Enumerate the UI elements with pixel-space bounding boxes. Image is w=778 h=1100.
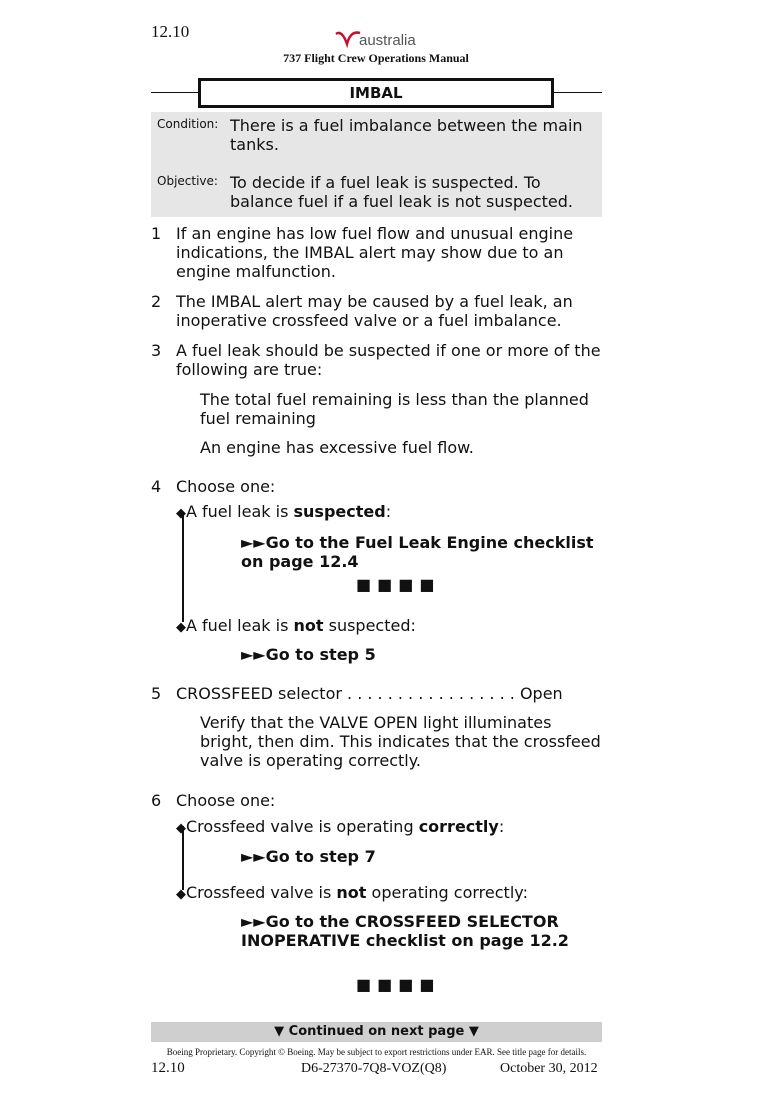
step-6-option-2-goto: ►►Go to the CROSSFEED SELECTOR INOPERATIVE checklist on page 12.2 — [241, 912, 569, 950]
step-text: A fuel leak should be suspected if one or more of the following are true: — [176, 341, 601, 379]
end-marker: ■■■■ — [356, 975, 441, 994]
step-6-option-1-goto: ►►Go to step 7 — [241, 847, 376, 866]
step-number: 2 — [151, 292, 162, 311]
step-text: Choose one: — [176, 477, 276, 496]
option-emphasis: not — [336, 883, 367, 902]
option-suffix: operating correctly: — [366, 883, 528, 902]
revision-date: October 30, 2012 — [500, 1061, 598, 1076]
step-6-option-1 — [176, 817, 504, 838]
step-action-line — [176, 684, 601, 703]
virgin-australia-logo — [333, 28, 423, 52]
objective-text: To decide if a fuel leak is suspected. To balance fuel if a fuel leak is not suspected. — [230, 173, 573, 211]
diamond-icon: ◆ — [176, 887, 186, 902]
leader-dots: . . . . . . . . . . . . . . . . . — [341, 684, 520, 703]
option-suffix: : — [498, 817, 505, 836]
checklist-title: IMBAL — [198, 78, 554, 108]
option-text: A fuel leak is — [186, 502, 294, 521]
choice-bracket-line — [182, 512, 184, 622]
page-number-top: 12.10 — [151, 22, 190, 41]
proprietary-notice: Boeing Proprietary. Copyright © Boeing. May be subject to export restrictions under EAR. See title page for details. — [166, 1047, 587, 1057]
option-text: Crossfeed valve is operating — [186, 817, 419, 836]
condition-text: There is a fuel imbalance between the main tanks. — [230, 116, 583, 154]
option-emphasis: correctly — [418, 817, 499, 836]
step-number: 4 — [151, 477, 162, 496]
step-6-option-2 — [176, 883, 528, 904]
objective-label: Objective: — [157, 174, 218, 188]
step-number: 5 — [151, 684, 162, 703]
step-text: Choose one: — [176, 791, 276, 810]
option-text: A fuel leak is — [186, 616, 294, 635]
step-number: 3 — [151, 341, 162, 360]
logo-text: australia — [359, 32, 416, 49]
option-suffix: : — [385, 502, 392, 521]
step-number: 6 — [151, 791, 162, 810]
condition-label: Condition: — [157, 117, 219, 131]
step-action: Open — [519, 684, 563, 703]
page-number-bottom: 12.10 — [151, 1060, 185, 1076]
step-4-option-1-goto: ►►Go to the Fuel Leak Engine checklist on page 12.4 — [241, 533, 594, 571]
continued-banner: ▼ Continued on next page ▼ — [151, 1022, 602, 1042]
step-4-option-2 — [176, 616, 416, 637]
option-suffix: suspected: — [323, 616, 416, 635]
step-text: The IMBAL alert may be caused by a fuel leak, an inoperative crossfeed valve or a fuel imbalance. — [176, 292, 573, 330]
diamond-icon: ◆ — [176, 506, 186, 521]
step-4-option-1 — [176, 502, 391, 523]
manual-title: 737 Flight Crew Operations Manual — [283, 51, 469, 65]
step-4-option-2-goto: ►►Go to step 5 — [241, 645, 376, 664]
option-emphasis: not — [293, 616, 324, 635]
option-text: Crossfeed valve is — [186, 883, 337, 902]
option-emphasis: suspected — [293, 502, 386, 521]
document-number: D6-27370-7Q8-VOZ(Q8) — [301, 1061, 447, 1076]
step-3-condition-1: The total fuel remaining is less than the planned fuel remaining — [200, 390, 589, 428]
step-5-note: Verify that the VALVE OPEN light illuminates bright, then dim. This indicates that the crossfeed valve is operating correctly. — [200, 713, 601, 770]
diamond-icon: ◆ — [176, 620, 186, 635]
step-number: 1 — [151, 224, 162, 243]
diamond-icon: ◆ — [176, 821, 186, 836]
step-3-condition-2: An engine has excessive fuel flow. — [200, 438, 474, 457]
condition-objective-box — [151, 112, 602, 217]
step-item: CROSSFEED selector — [176, 684, 342, 703]
step-text: If an engine has low fuel flow and unusual engine indications, the IMBAL alert may show due to an engine malfunction. — [176, 224, 574, 281]
end-marker: ■■■■ — [356, 575, 441, 594]
